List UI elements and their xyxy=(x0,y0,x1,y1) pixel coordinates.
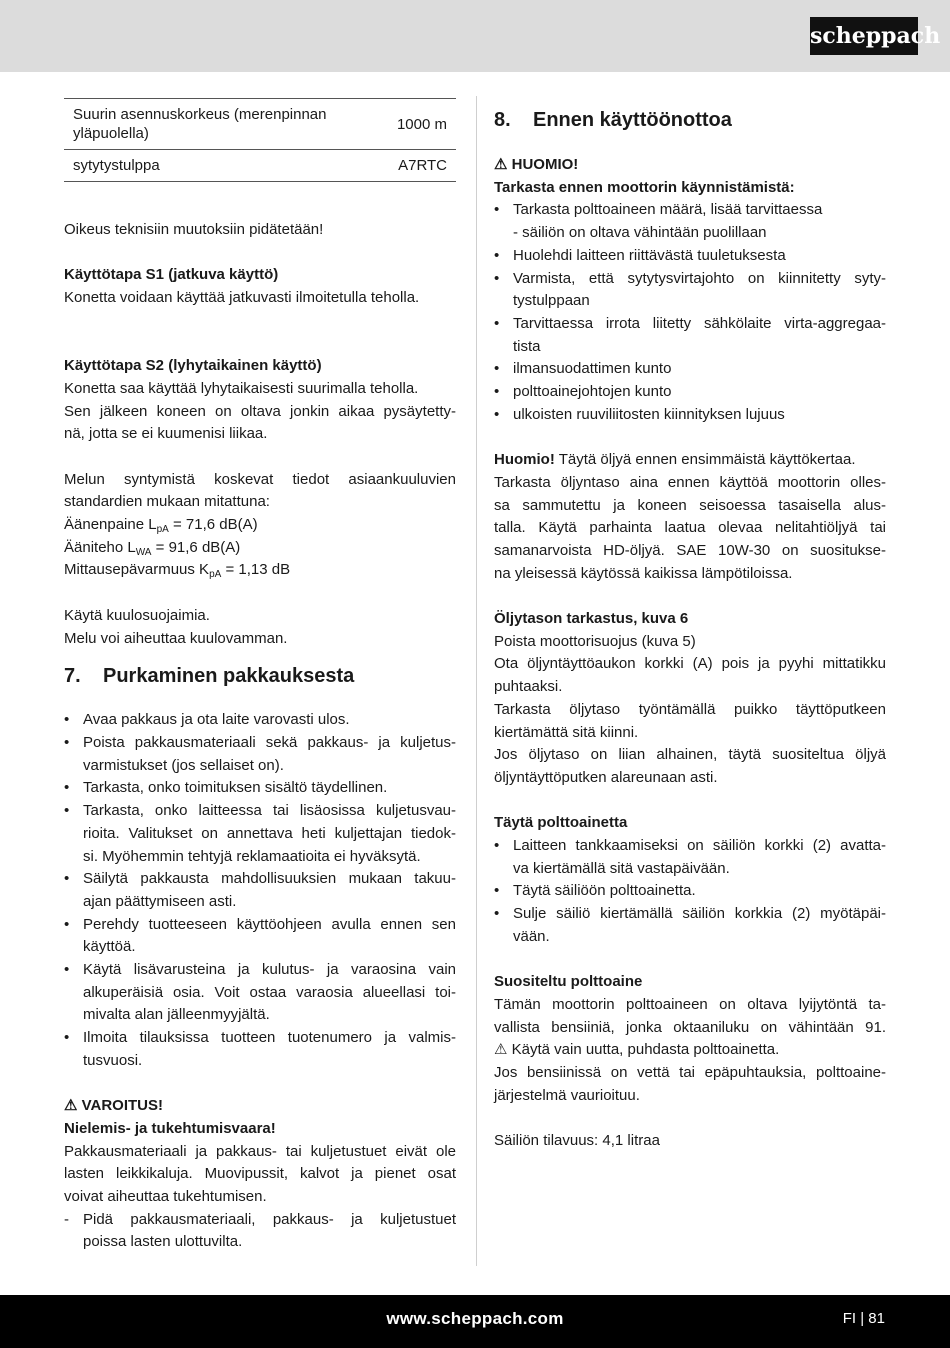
list-item: • Tarvittaessa irrota liitetty sähkölaite virta-aggregaa- tista xyxy=(494,313,886,358)
warning-text-line: lasten leikkikaluja. Muovipussit, kalvot ja pienet osat xyxy=(64,1165,456,1183)
left-column xyxy=(64,98,456,1254)
warning-text-line: voivat aiheuttaa tukehtumisen. xyxy=(64,1188,267,1206)
text-line: Tarkasta öljytaso työntämällä puikko täyttöputkeen xyxy=(494,700,886,718)
caution-label: ⚠ HUOMIO! xyxy=(494,156,579,173)
column-divider xyxy=(476,96,477,1266)
text-line: sa sammutettu ja koneen seisoessa tasaisella alus- xyxy=(494,496,886,514)
s2-text-line: Konetta saa käyttää lyhytaikaisesti suurimalla teholla. xyxy=(64,379,419,397)
pre-start-check-list xyxy=(494,199,886,426)
table-row xyxy=(64,99,456,150)
text-line: ⚠ Käytä vain uutta, puhdasta polttoainetta. xyxy=(494,1041,780,1059)
spec-table xyxy=(64,98,456,182)
section-number: 8. xyxy=(494,108,511,131)
measurement-uncertainty-value: Mittausepävarmuus $K_{pA} = 1,13$ dB xyxy=(64,561,291,581)
spec-value: 1000 m xyxy=(388,99,456,150)
oil-notice: Huomio! Täytä öljyä ennen ensimmäistä käyttökertaa. xyxy=(494,451,856,469)
list-item: • Täytä säiliöön polttoainetta. xyxy=(494,880,886,903)
fuel-title: Täytä polttoainetta xyxy=(494,814,628,832)
list-item: • ulkoisten ruuviliitosten kiinnityksen lujuus xyxy=(494,404,886,427)
technical-changes-notice: Oikeus teknisiin muutoksiin pidätetään! xyxy=(64,221,324,238)
right-column xyxy=(494,106,886,1153)
section-title: Ennen käyttöönottoa xyxy=(533,108,732,131)
text-line: Ota öljyntäyttöaukon korkki (A) pois ja pyyhi mittatikku xyxy=(494,655,886,673)
text-line: samanarvoista HD-öljyä. SAE 10W-30 on suositukse- xyxy=(494,541,886,559)
website-url: www.scheppach.com xyxy=(386,1309,564,1328)
list-item: • Laitteen tankkaamiseksi on säiliön korkki (2) avatta- va kiertämällä sitä vastapäivään. xyxy=(494,835,886,880)
recommended-fuel-text xyxy=(494,994,886,1108)
list-item: • Varmista, että sytytysvirtajohto on kiinnitetty syty- tystulppaan xyxy=(494,268,886,313)
noise-intro-line: standardien mukaan mitattuna: xyxy=(64,493,270,511)
text-line: Poista moottorisuojus (kuva 5) xyxy=(494,632,696,650)
page-number: FI | 81 xyxy=(842,1310,885,1327)
list-item: • Säilytä pakkausta mahdollisuuksien mukaan takuu- ajan päättymiseen asti. xyxy=(64,868,456,913)
recommended-fuel-title: Suositeltu polttoaine xyxy=(494,973,643,991)
list-item: • ilmansuodattimen kunto xyxy=(494,358,886,381)
unpacking-list xyxy=(64,709,456,1072)
hearing-protection-text: Käytä kuulosuojaimia. xyxy=(64,606,210,624)
list-item: • Poista pakkausmateriaali sekä pakkaus- ja kuljetus- varmistukset (jos sellaiset on). xyxy=(64,732,456,777)
warning-dash-list xyxy=(64,1209,456,1254)
list-item: • Huolehdi laitteen riittävästä tuuletuksesta xyxy=(494,245,886,268)
section-title: Purkaminen pakkauksesta xyxy=(103,664,355,687)
fuel-list xyxy=(494,835,886,949)
list-item: • Ilmoita tilauksissa tuotteen tuotenumero ja valmis- tusvuosi. xyxy=(64,1027,456,1072)
warning-title: Nielemis- ja tukehtumisvaara! xyxy=(64,1119,276,1137)
pre-start-check-title: Tarkasta ennen moottorin käynnistämistä: xyxy=(494,178,795,196)
text-line: puhtaaksi. xyxy=(494,678,563,696)
spec-label: Suurin asennuskorkeus (merenpinnan yläpuolella) xyxy=(64,99,388,150)
section-8-heading xyxy=(494,106,886,134)
section-number: 7. xyxy=(64,664,81,687)
footer-bar xyxy=(0,1295,950,1348)
list-item: • Perehdy tuotteeseen käyttöohjeen avulla ennen sen käyttöä. xyxy=(64,914,456,959)
text-line: kiertämättä sitä kiinni. xyxy=(494,723,639,741)
tank-volume: Säiliön tilavuus: 4,1 litraa xyxy=(494,1132,660,1150)
text-line: vallista bensiiniä, jonka oktaaniluku on vähintään 91. xyxy=(494,1018,886,1036)
hearing-damage-text: Melu voi aiheuttaa kuulovamman. xyxy=(64,629,288,647)
sound-power-value: Ääniteho $L_{WA} = 91,6$ dB(A) xyxy=(64,538,241,558)
list-item: • Tarkasta, onko toimituksen sisältö täydellinen. xyxy=(64,777,456,800)
brand-logo: scheppach xyxy=(810,17,918,55)
list-item: • Sulje säiliö kiertämällä säiliön korkkia (2) myötäpäi- vään. xyxy=(494,903,886,948)
spec-label: sytytystulppa xyxy=(64,150,388,182)
s2-heading: Käyttötapa S2 (lyhytaikainen käyttö) xyxy=(64,357,322,375)
warning-text-line: Pakkausmateriaali ja pakkaus- tai kuljetustuet eivät ole xyxy=(64,1142,456,1160)
text-line: Tämän moottorin polttoaineen on oltava lyijytöntä ta- xyxy=(494,995,886,1013)
list-item: • Tarkasta polttoaineen määrä, lisää tarvittaessa - säiliön on oltava vähintään puolillaan xyxy=(494,199,886,244)
oil-text xyxy=(494,472,886,586)
table-row xyxy=(64,150,456,182)
s2-text-line: Sen jälkeen koneen on oltava jonkin aikaa pysäytetty- xyxy=(64,402,456,420)
text-line: järjestelmä vaurioituu. xyxy=(494,1086,640,1104)
text-line: Jos öljytaso on liian alhainen, täytä suositeltua öljyä xyxy=(494,746,886,764)
noise-intro-line: Melun syntymistä koskevat tiedot asiaankuuluvien xyxy=(64,470,456,488)
s1-heading: Käyttötapa S1 (jatkuva käyttö) xyxy=(64,266,279,284)
text-line: talla. Käytä parhainta laatua olevaa nelitahtiöljyä tai xyxy=(494,519,886,537)
header-bar xyxy=(0,0,950,72)
text-line: Tarkasta öljyntaso aina ennen käyttöä moottorin olles- xyxy=(494,473,886,491)
text-line: öljyntäyttöputken alareunaan asti. xyxy=(494,768,718,786)
oil-level-text xyxy=(494,631,886,790)
text-line: na yleisessä käytössä kaikissa lämpötiloissa. xyxy=(494,564,793,582)
list-item: • Tarkasta, onko laitteessa tai lisäosissa kuljetusvau- rioita. Valitukset on annettava heti kuljettajan tiedok- si. Myöhemmin tehtyjä reklamaatioita ei hyväksytä. xyxy=(64,800,456,868)
s2-text-line: nä, jotta se ei kuumenisi liikaa. xyxy=(64,425,268,443)
section-7-heading xyxy=(64,663,456,689)
warning-label: ⚠ VAROITUS! xyxy=(64,1097,164,1115)
list-item: • polttoainejohtojen kunto xyxy=(494,381,886,404)
oil-level-title: Öljytason tarkastus, kuva 6 xyxy=(494,610,689,628)
sound-pressure-value: Äänenpaine $L_{pA} = 71,6$ dB(A) xyxy=(64,516,258,536)
s1-text: Konetta voidaan käyttää jatkuvasti ilmoitetulla teholla. xyxy=(64,289,420,307)
list-item: • Avaa pakkaus ja ota laite varovasti ulos. xyxy=(64,709,456,732)
text-line: Jos bensiinissä on vettä tai epäpuhtauksia, polttoaine- xyxy=(494,1064,886,1082)
list-item: • Käytä lisävarusteina ja kulutus- ja varaosina vain alkuperäisiä osia. Voit ostaa varaosia alueellasi toi- mivalta alan jälleenmyyjältä. xyxy=(64,959,456,1027)
list-item: - Pidä pakkausmateriaali, pakkaus- ja kuljetustuet poissa lasten ulottuvilta. xyxy=(64,1209,456,1254)
spec-value: A7RTC xyxy=(388,150,456,182)
